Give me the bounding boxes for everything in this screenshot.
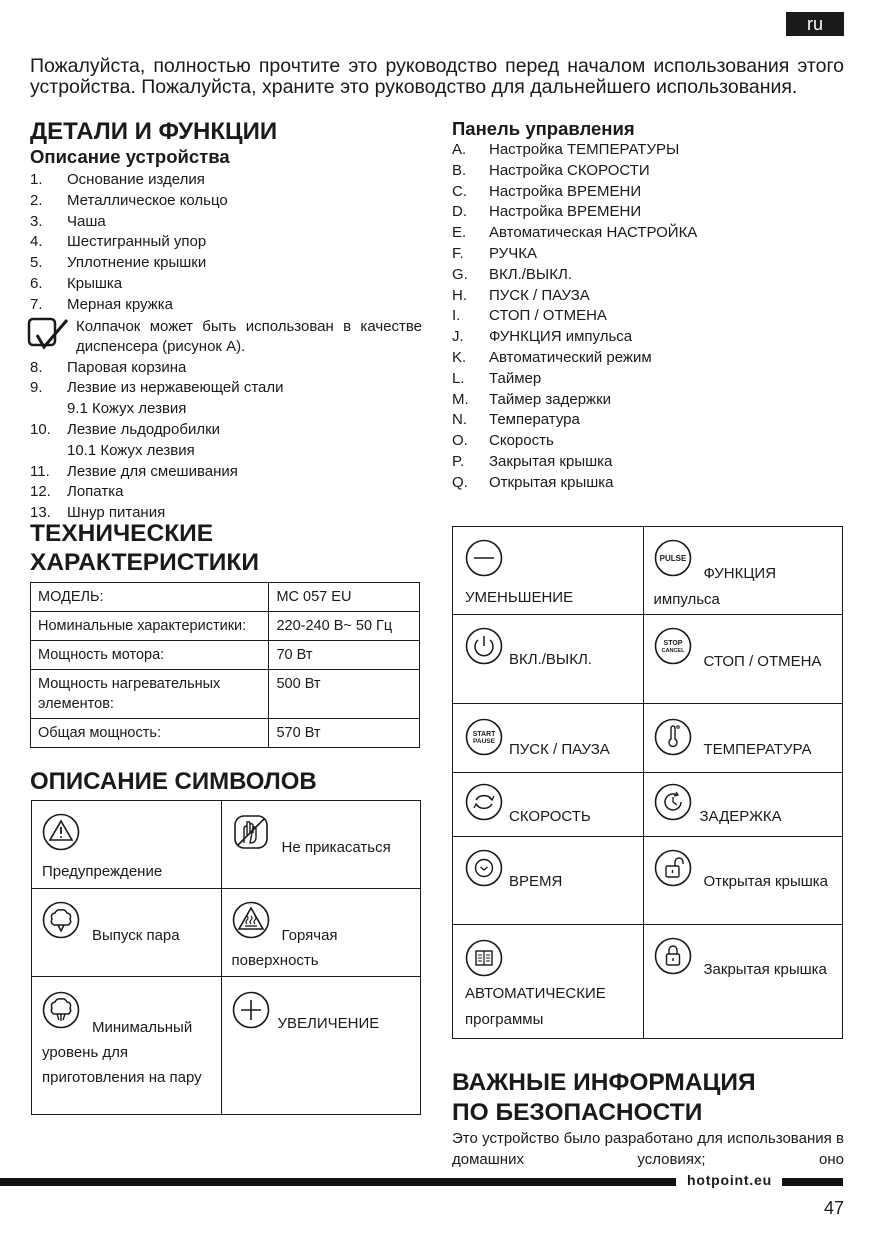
- page-number: 47: [823, 1198, 844, 1218]
- list-item-number: N.: [452, 411, 467, 429]
- list-item-text: ПУСК / ПАУЗА: [489, 286, 590, 304]
- list-item-number: C.: [452, 182, 467, 200]
- symbol-hot-surface-cell: [221, 889, 421, 977]
- symbol-steam-release-cell: [32, 889, 222, 977]
- list-item-text: Настройка ТЕМПЕРАТУРЫ: [489, 141, 680, 158]
- symbol-min-steam-cell: [32, 977, 222, 1115]
- list-item: [452, 306, 842, 327]
- list-item-number: M.: [452, 390, 469, 408]
- spec-label: Мощность нагревательных элементов:: [31, 670, 269, 719]
- list-item-number: A.: [452, 141, 467, 158]
- list-item: [452, 140, 842, 161]
- list-item-text: Лезвие для смешивания: [67, 462, 238, 480]
- list-item: [30, 232, 425, 253]
- list-item-text: РУЧКА: [489, 244, 537, 262]
- list-item-text: Основание изделия: [67, 171, 205, 188]
- list-item-text: Таймер: [489, 369, 542, 387]
- symbol-warning-cell: [32, 801, 222, 889]
- list-item: [452, 431, 842, 452]
- footer-site: hotpoint.eu: [687, 1172, 773, 1188]
- list-item: [30, 462, 425, 483]
- list-item-number: I.: [452, 307, 461, 325]
- auto-cell: [453, 925, 644, 1039]
- list-item-text: 10.1 Кожух лезвия: [67, 441, 195, 459]
- spec-table: [30, 582, 420, 748]
- list-item-number: 8.: [30, 358, 43, 376]
- list-item-number: L.: [452, 369, 465, 387]
- stop-cancel-label: СТОП / ОТМЕНА: [703, 653, 822, 670]
- list-item: [30, 441, 425, 462]
- list-item-text: Уплотнение крышки: [67, 254, 207, 272]
- spec-row: [31, 719, 420, 748]
- parts-subtitle: Описание устройства: [30, 146, 230, 167]
- parts-section: [30, 118, 425, 524]
- list-item-number: 5.: [30, 254, 43, 272]
- closed-lid-cell: [643, 925, 843, 1039]
- list-item-text: Настройка СКОРОСТИ: [489, 161, 650, 179]
- increase-label: УВЕЛИЧЕНИЕ: [277, 1015, 380, 1032]
- speed-icon: [465, 783, 503, 821]
- spec-value: 500 Вт: [269, 670, 420, 719]
- list-item-text: 9.1 Кожух лезвия: [67, 400, 187, 418]
- note-check-icon: [27, 317, 71, 355]
- note-text: Колпачок может быть использован в качестве диспенсера (рисунок A).: [76, 317, 422, 356]
- list-item-number: H.: [452, 286, 467, 304]
- hot-surface-icon: [232, 901, 270, 939]
- safety-title-line1: ВАЖНЫЕ ИНФОРМАЦИЯ: [452, 1069, 756, 1096]
- intro-paragraph: Пожалуйста, полностью прочтите это руководство перед началом использования этого устройства. Пожалуйста, храните это руководство для дальнейшего использования.: [30, 55, 844, 98]
- list-item: [30, 399, 425, 420]
- list-item: [452, 161, 842, 182]
- list-item-text: Закрытая крышка: [489, 452, 613, 470]
- symbol-no-touch-cell: [221, 801, 421, 889]
- list-item-number: F.: [452, 244, 464, 262]
- list-item-number: 10.: [30, 420, 51, 438]
- spec-label: Номинальные характеристики:: [31, 612, 269, 641]
- delay-cell: [643, 773, 843, 837]
- symbols-table: [31, 800, 421, 1115]
- time-cell: [453, 837, 644, 925]
- list-item-text: Автоматическая НАСТРОЙКА: [489, 224, 698, 242]
- pulse-cell: [643, 527, 843, 615]
- steam-release-icon: [42, 901, 80, 939]
- footer-rule-left: [0, 1178, 676, 1186]
- plus-icon: [232, 991, 270, 1029]
- clock-icon: [465, 849, 503, 887]
- list-item: [452, 348, 842, 369]
- tech-title-line1: ТЕХНИЧЕСКИЕ: [30, 520, 214, 547]
- open-lid-cell: [643, 837, 843, 925]
- start-pause-label: ПУСК / ПАУЗА: [509, 741, 610, 758]
- list-item-text: Таймер задержки: [489, 390, 612, 408]
- delay-label: ЗАДЕРЖКА: [699, 808, 782, 825]
- decrease-cell: [453, 527, 644, 615]
- spec-label: Мощность мотора:: [31, 641, 269, 670]
- list-item: [452, 223, 842, 244]
- list-item-text: Открытая крышка: [489, 473, 614, 491]
- spec-value: 220-240 В~ 50 Гц: [269, 612, 420, 641]
- list-item: [30, 170, 425, 191]
- hot-surface-label-2: поверхность: [231, 952, 319, 969]
- list-item-number: B.: [452, 161, 467, 179]
- list-item: [452, 473, 842, 494]
- time-label: ВРЕМЯ: [509, 873, 563, 890]
- temperature-cell: [643, 704, 843, 773]
- list-item-number: E.: [452, 224, 467, 242]
- list-item: [30, 482, 425, 503]
- safety-text: Это устройство было разработано для использования в домашних условиях; оно: [452, 1130, 844, 1168]
- on-off-cell: [453, 615, 644, 704]
- list-item: [452, 286, 842, 307]
- start-badge: START: [472, 731, 496, 738]
- start-pause-cell: [453, 704, 644, 773]
- control-panel-section: [452, 118, 842, 494]
- spec-value: MC 057 EU: [269, 583, 420, 612]
- list-item-number: 13.: [30, 504, 51, 522]
- list-item-number: 9.: [30, 379, 43, 397]
- delay-icon: [654, 783, 692, 821]
- list-item: [452, 265, 842, 286]
- list-item: [452, 244, 842, 265]
- temperature-label: ТЕМПЕРАТУРА: [703, 741, 812, 758]
- list-item-text: Температура: [489, 411, 580, 429]
- list-item-number: 12.: [30, 483, 51, 501]
- list-item-text: Лезвие льдодробилки: [67, 420, 221, 438]
- spec-row: [31, 583, 420, 612]
- list-item-text: Лопатка: [67, 483, 124, 501]
- no-touch-icon: [232, 813, 270, 851]
- spec-value: 70 Вт: [269, 641, 420, 670]
- list-item: [452, 452, 842, 473]
- list-item-number: G.: [452, 265, 468, 283]
- steam-release-label: Выпуск пара: [92, 927, 180, 944]
- list-item-number: 6.: [30, 274, 43, 292]
- list-item-text: Шнур питания: [67, 504, 166, 522]
- language-badge: ru: [786, 12, 844, 36]
- list-item: [30, 378, 425, 399]
- speed-label: СКОРОСТЬ: [509, 808, 591, 825]
- list-item: [30, 358, 425, 379]
- open-lid-label: Открытая крышка: [703, 873, 829, 890]
- list-item-number: 3.: [30, 212, 43, 230]
- safety-title-line2: ПО БЕЗОПАСНОСТИ: [452, 1099, 703, 1126]
- list-item: [30, 420, 425, 441]
- spec-row: [31, 670, 420, 719]
- list-item-number: P.: [452, 452, 465, 470]
- safety-section: [452, 1068, 844, 1170]
- list-item-number: J.: [452, 328, 464, 346]
- footer-rule-right: [782, 1178, 843, 1186]
- list-item: [452, 327, 842, 348]
- list-item-text: СТОП / ОТМЕНА: [489, 307, 607, 325]
- list-item-text: Крышка: [67, 274, 123, 292]
- list-item-text: Металлическое кольцо: [67, 191, 228, 209]
- list-item: [452, 202, 842, 223]
- parts-list-2: [30, 358, 425, 524]
- minus-icon: [465, 539, 503, 577]
- list-item: [30, 191, 425, 212]
- warning-label: Предупреждение: [42, 863, 163, 880]
- warning-icon: [42, 813, 80, 851]
- list-item: [452, 390, 842, 411]
- hot-surface-label-1: Горячая: [281, 927, 338, 944]
- list-item-number: 7.: [30, 295, 43, 313]
- symbol-increase-cell: [221, 977, 421, 1115]
- thermometer-icon: [654, 718, 692, 756]
- list-item-text: Мерная кружка: [67, 295, 173, 313]
- spec-value: 570 Вт: [269, 719, 420, 748]
- list-item: [30, 295, 425, 316]
- start-pause-icon: [465, 718, 503, 756]
- list-item: [30, 274, 425, 295]
- spec-label: МОДЕЛЬ:: [31, 583, 269, 612]
- list-item: [452, 369, 842, 390]
- auto-label: АВТОМАТИЧЕСКИЕ программы: [465, 985, 606, 1028]
- list-item-number: K.: [452, 348, 467, 366]
- symbols-title: ОПИСАНИЕ СИМВОЛОВ: [30, 768, 317, 795]
- power-icon: [465, 627, 503, 665]
- note-block: [30, 316, 425, 358]
- tech-section: [30, 519, 259, 577]
- list-item: [30, 253, 425, 274]
- tech-title-line2: ХАРАКТЕРИСТИКИ: [30, 549, 259, 576]
- list-item-number: Q.: [452, 473, 468, 491]
- pulse-badge: PULSE: [659, 554, 686, 563]
- list-item-number: 2.: [30, 191, 43, 209]
- list-item-text: Автоматический режим: [489, 348, 652, 366]
- parts-title: ДЕТАЛИ И ФУНКЦИИ: [30, 118, 278, 145]
- list-item-text: Паровая корзина: [67, 358, 187, 376]
- panel-symbols-table: [452, 526, 843, 1039]
- list-item: [452, 182, 842, 203]
- closed-lid-label: Закрытая крышка: [703, 961, 827, 978]
- parts-list: [30, 170, 425, 316]
- speed-cell: [453, 773, 644, 837]
- spec-row: [31, 641, 420, 670]
- list-item-text: Лезвие из нержавеющей стали: [67, 379, 284, 397]
- pulse-label: ФУНКЦИЯ импульса: [653, 565, 777, 608]
- stop-cancel-cell: [643, 615, 843, 704]
- list-item: [30, 212, 425, 233]
- list-item-text: Настройка ВРЕМЕНИ: [489, 203, 642, 221]
- stop-badge: STOP: [663, 640, 682, 647]
- list-item: [452, 410, 842, 431]
- list-item-number: 11.: [30, 462, 50, 480]
- on-off-label: ВКЛ./ВЫКЛ.: [509, 651, 592, 668]
- list-item-text: Настройка ВРЕМЕНИ: [489, 182, 642, 200]
- list-item-text: Скорость: [489, 432, 554, 450]
- min-steam-label: Минимальный уровень для приготовления на пару: [42, 1019, 202, 1086]
- control-panel-list: [452, 140, 842, 494]
- list-item-number: 1.: [30, 171, 43, 188]
- list-item-text: Чаша: [67, 212, 106, 230]
- pause-badge: PAUSE: [473, 738, 495, 745]
- cancel-badge: CANCEL: [661, 648, 684, 654]
- list-item-number: O.: [452, 432, 468, 450]
- book-icon: [465, 939, 503, 977]
- list-item-number: D.: [452, 203, 467, 221]
- list-item-text: Шестигранный упор: [67, 233, 207, 251]
- spec-row: [31, 612, 420, 641]
- spec-label: Общая мощность:: [31, 719, 269, 748]
- control-panel-title: Панель управления: [452, 118, 635, 139]
- decrease-label: УМЕНЬШЕНИЕ: [465, 589, 574, 606]
- no-touch-label: Не прикасаться: [281, 839, 391, 856]
- list-item-text: ВКЛ./ВЫКЛ.: [489, 265, 572, 283]
- list-item-number: 4.: [30, 233, 43, 251]
- list-item-text: ФУНКЦИЯ импульса: [489, 328, 633, 346]
